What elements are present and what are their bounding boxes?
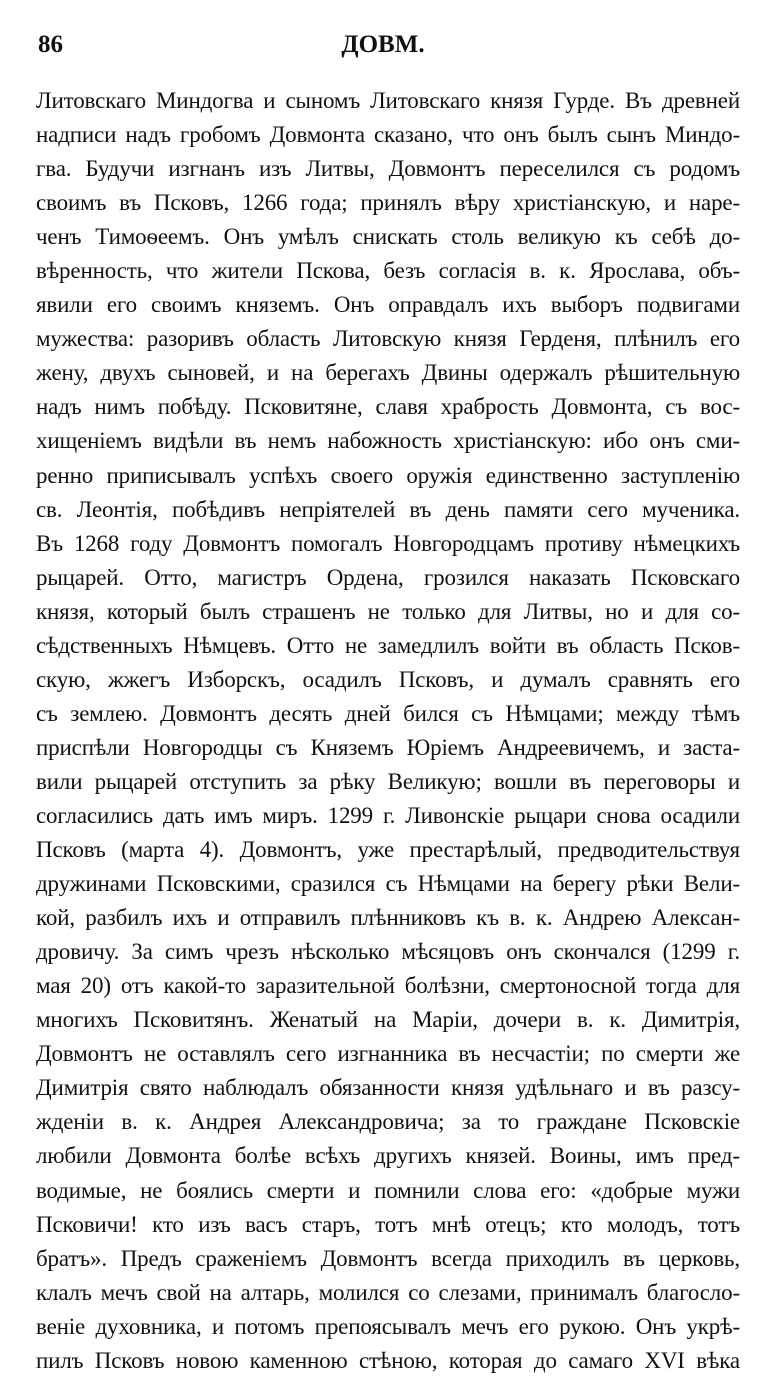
text-line: вили рыцарей отступить за рѣку Великую; вошли въ переговоры и bbox=[36, 768, 740, 794]
text-line: скую, жжегъ Изборскъ, осадилъ Псковъ, и думалъ сравнять его bbox=[36, 666, 740, 692]
page-number: 86 bbox=[38, 31, 63, 58]
text-line: веніе духовника, и потомъ препоясывалъ мечъ его рукою. Онъ укрѣ- bbox=[36, 1313, 740, 1339]
text-line: мая 20) отъ какой-то заразительной болѣзни, смертоносной тогда для bbox=[36, 973, 740, 999]
text-line: гва. Будучи изгнанъ изъ Литвы, Довмонтъ переселился съ родомъ bbox=[36, 156, 740, 182]
text-line: надъ нимъ побѣду. Псковитяне, славя храбрость Довмонта, съ вос- bbox=[36, 394, 740, 420]
text-line: сѣдственныхъ Нѣмцевъ. Отто не замедлилъ войти въ область Псков- bbox=[36, 632, 740, 658]
text-line: Димитрія свято наблюдалъ обязанности князя удѣльнаго и въ разсу- bbox=[36, 1075, 740, 1101]
text-line: клалъ мечъ свой на алтарь, молился со слезами, принималъ благосло- bbox=[36, 1279, 740, 1305]
text-line: явили его своимъ княземъ. Онъ оправдалъ ихъ выборъ подвигами bbox=[36, 292, 740, 318]
text-line: Псковъ (марта 4). Довмонтъ, уже престарѣлый, предводительствуя bbox=[36, 837, 740, 863]
text-line: Въ 1268 году Довмонтъ помогалъ Новгородцамъ противу нѣмецкихъ bbox=[36, 530, 740, 556]
text-line: согласились дать имъ миръ. 1299 г. Ливонскіе рыцари снова осадили bbox=[36, 802, 740, 828]
text-line: кой, разбилъ ихъ и отправилъ плѣнниковъ къ в. к. Андрею Алексан- bbox=[36, 905, 740, 931]
running-head: ДОВМ. bbox=[341, 31, 425, 58]
text-line: братъ». Предъ сраженіемъ Довмонтъ всегда приходилъ въ церковь, bbox=[36, 1245, 740, 1271]
text-line: жденіи в. к. Андрея Александровича; за то граждане Псковскіе bbox=[36, 1109, 740, 1135]
text-line: ренно приписывалъ успѣхъ своего оружія единственно заступленію bbox=[36, 462, 740, 488]
text-line: дружинами Псковскими, сразился съ Нѣмцами на берегу рѣки Вели- bbox=[36, 871, 740, 897]
text-line: съ землею. Довмонтъ десять дней бился съ Нѣмцами; между тѣмъ bbox=[36, 700, 740, 726]
text-line: Литовскаго Миндогва и сыномъ Литовскаго князя Гурде. Въ древней bbox=[36, 88, 740, 113]
text-line: надписи надъ гробомъ Довмонта сказано, что онъ былъ сынъ Миндо- bbox=[36, 122, 740, 148]
text-line: любили Довмонта болѣе всѣхъ другихъ князей. Воины, имъ пред- bbox=[36, 1143, 740, 1169]
text-line: хищеніемъ видѣли въ немъ набожность христіанскую: ибо онъ сми- bbox=[36, 428, 740, 454]
text-line: Псковичи! кто изъ васъ старъ, тотъ мнѣ отецъ; кто молодъ, тотъ bbox=[36, 1211, 740, 1237]
text-line: дровичу. За симъ чрезъ нѣсколько мѣсяцовъ онъ скончался (1299 г. bbox=[36, 939, 740, 965]
text-line: многихъ Псковитянъ. Женатый на Маріи, дочери в. к. Димитрія, bbox=[36, 1007, 740, 1033]
text-line: своимъ въ Псковъ, 1266 года; принялъ вѣру христіанскую, и наре- bbox=[36, 190, 740, 216]
text-line: Довмонтъ не оставлялъ сего изгнанника въ несчастіи; по смерти же bbox=[36, 1041, 740, 1067]
text-line: мужества: разоривъ область Литовскую князя Герденя, плѣнилъ его bbox=[36, 326, 740, 352]
text-line: водимые, не боялись смерти и помнили слова его: «добрые мужи bbox=[36, 1177, 740, 1203]
text-line: князя, который былъ страшенъ не только для Литвы, но и для со- bbox=[36, 598, 740, 624]
body-text bbox=[36, 84, 740, 1378]
text-line: вѣренность, что жители Пскова, безъ согласія в. к. Ярослава, объ- bbox=[36, 258, 740, 284]
text-line: приспѣли Новгородцы съ Княземъ Юріемъ Андреевичемъ, и заста- bbox=[36, 734, 740, 760]
text-line: рыцарей. Отто, магистръ Ордена, грозился наказать Псковскаго bbox=[36, 564, 740, 590]
text-line: св. Леонтія, побѣдивъ непріятелей въ день памяти сего мученика. bbox=[36, 496, 740, 522]
text-line: пилъ Псковъ новою каменною стѣною, которая до самаго XVI вѣка bbox=[36, 1347, 740, 1373]
text-line: жену, двухъ сыновей, и на берегахъ Двины одержалъ рѣшительную bbox=[36, 360, 740, 386]
text-line: ченъ Тимоѳеемъ. Онъ умѣлъ снискать столь великую къ себѣ до- bbox=[36, 224, 740, 250]
